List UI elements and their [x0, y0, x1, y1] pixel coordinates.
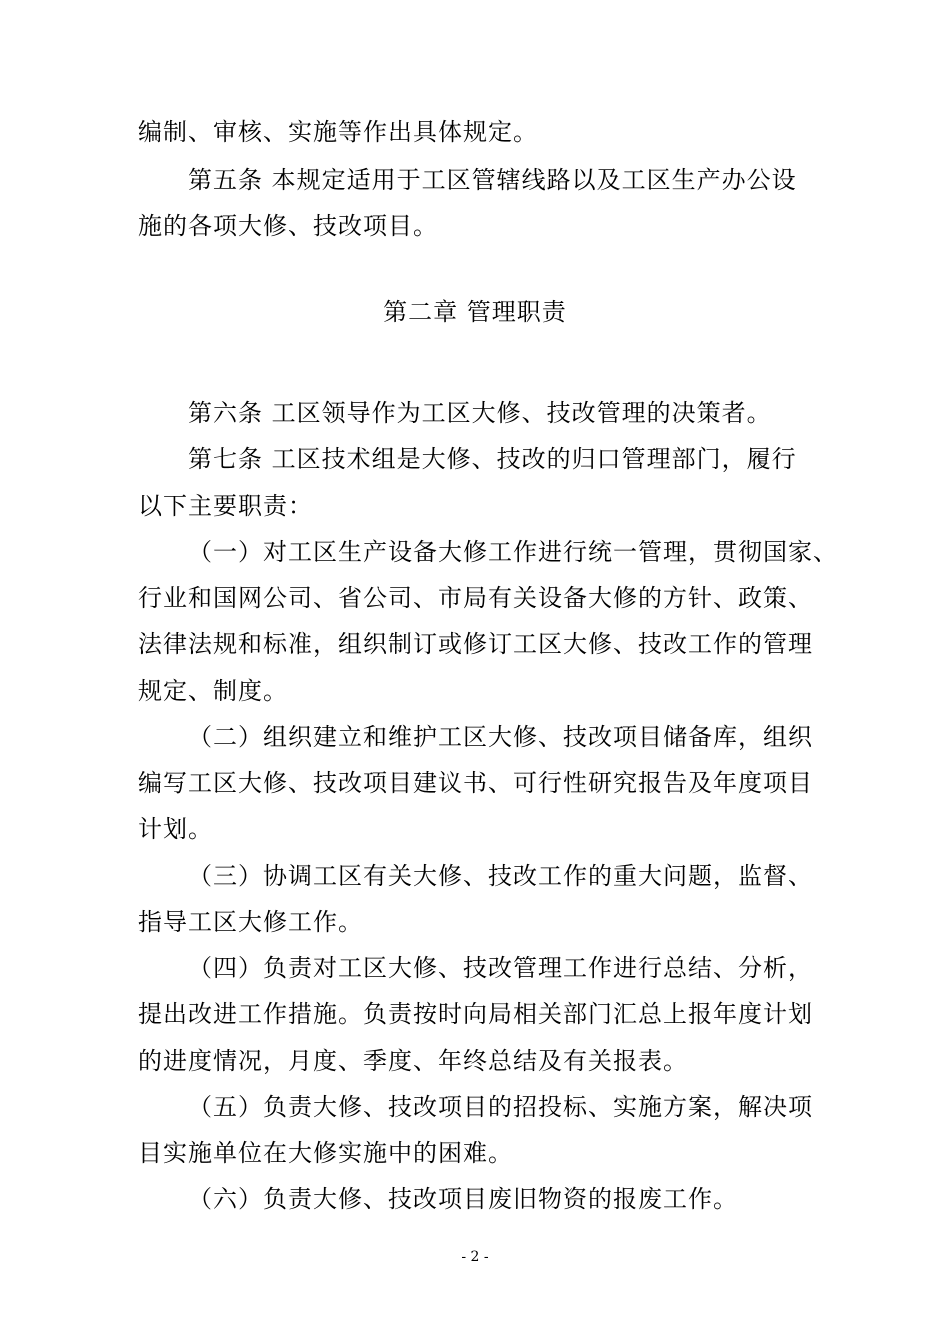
- item-2-line-1: （二）组织建立和维护工区大修、技改项目储备库，组织: [188, 723, 813, 751]
- text-line: 法律法规和标准，组织制订或修订工区大修、技改工作的管理: [138, 630, 813, 658]
- page-number: - 2 -: [461, 1249, 489, 1265]
- text-line: 计划。: [138, 815, 213, 843]
- text-line: 施的各项大修、技改项目。: [138, 212, 438, 240]
- item-3-line-1: （三）协调工区有关大修、技改工作的重大问题，监督、: [188, 862, 813, 890]
- text-line: 的进度情况，月度、季度、年终总结及有关报表。: [138, 1047, 688, 1075]
- text-line: 行业和国网公司、省公司、市局有关设备大修的方针、政策、: [138, 584, 813, 612]
- article-5-line-1: 第五条 本规定适用于工区管辖线路以及工区生产办公设: [188, 166, 797, 194]
- text-line: 编写工区大修、技改项目建议书、可行性研究报告及年度项目: [138, 769, 813, 797]
- text-line: 规定、制度。: [138, 677, 288, 705]
- item-5-line-1: （五）负责大修、技改项目的招投标、实施方案，解决项: [188, 1093, 813, 1121]
- item-4-line-1: （四）负责对工区大修、技改管理工作进行总结、分析，: [188, 954, 813, 982]
- item-1-line-1: （一）对工区生产设备大修工作进行统一管理，贯彻国家、: [188, 538, 838, 566]
- text-line: 目实施单位在大修实施中的困难。: [138, 1139, 513, 1167]
- text-line: 提出改进工作措施。负责按时向局相关部门汇总上报年度计划: [138, 1000, 813, 1028]
- item-6-line-1: （六）负责大修、技改项目废旧物资的报废工作。: [188, 1185, 738, 1213]
- article-6-line: 第六条 工区领导作为工区大修、技改管理的决策者。: [188, 399, 772, 427]
- chapter-heading: 第二章 管理职责: [383, 298, 567, 326]
- article-7-line-1: 第七条 工区技术组是大修、技改的归口管理部门，履行: [188, 445, 797, 473]
- text-line: 以下主要职责：: [138, 492, 313, 520]
- text-line: 编制、审核、实施等作出具体规定。: [138, 118, 538, 146]
- text-line: 指导工区大修工作。: [138, 908, 363, 936]
